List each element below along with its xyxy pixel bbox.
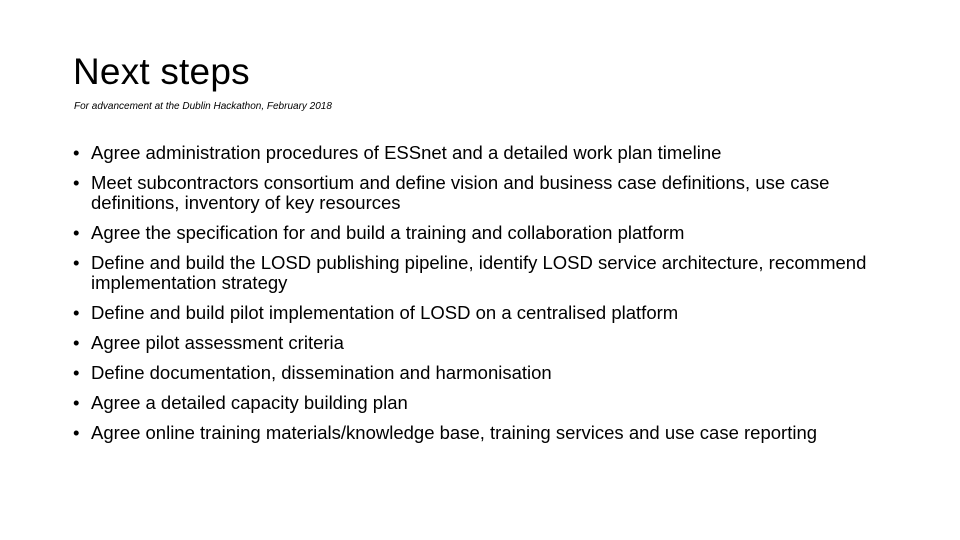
list-item-text: Define documentation, dissemination and harmonisation (91, 362, 552, 383)
slide-subtitle: For advancement at the Dublin Hackathon, February 2018 (74, 101, 332, 112)
bullet-icon: • (73, 172, 80, 193)
list-item-text: Agree online training materials/knowledge base, training services and use case reporting (91, 422, 818, 443)
list-item (73, 253, 893, 293)
list-item (73, 363, 893, 383)
list-item-text: Meet subcontractors consortium and define vision and business case definitions, use case definitions, inventory of key resources (91, 172, 830, 213)
list-item (73, 333, 893, 353)
bullet-list (73, 143, 893, 453)
slide-title: Next steps (73, 51, 250, 92)
list-item-text: Agree pilot assessment criteria (91, 332, 344, 353)
bullet-icon: • (73, 422, 80, 443)
bullet-icon: • (73, 362, 80, 383)
list-item (73, 223, 893, 243)
list-item-text: Agree the specification for and build a training and collaboration platform (91, 222, 685, 243)
bullet-icon: • (73, 332, 80, 353)
list-item (73, 423, 893, 443)
bullet-icon: • (73, 222, 80, 243)
list-item-text: Define and build pilot implementation of LOSD on a centralised platform (91, 302, 679, 323)
list-item (73, 303, 893, 323)
bullet-icon: • (73, 142, 80, 163)
list-item (73, 143, 893, 163)
bullet-icon: • (73, 392, 80, 413)
bullet-icon: • (73, 252, 80, 273)
list-item (73, 173, 893, 213)
list-item-text: Agree administration procedures of ESSnet and a detailed work plan timeline (91, 142, 722, 163)
list-item-text: Agree a detailed capacity building plan (91, 392, 408, 413)
bullet-icon: • (73, 302, 80, 323)
list-item (73, 393, 893, 413)
list-item-text: Define and build the LOSD publishing pipeline, identify LOSD service architecture, recommend implementation strategy (91, 252, 867, 293)
